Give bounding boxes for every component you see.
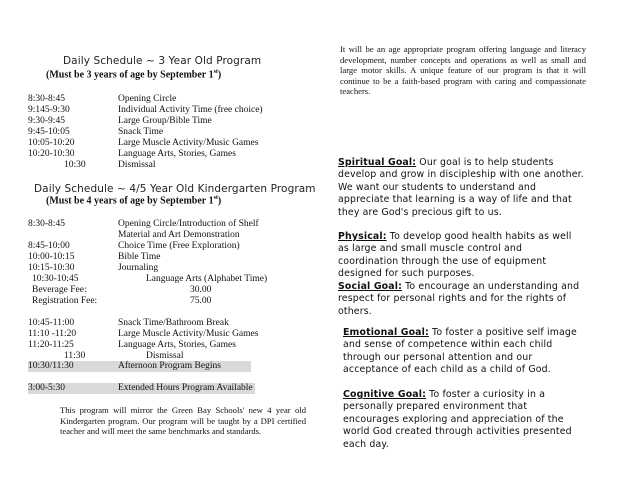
kindergarten-age-sup: st	[213, 195, 218, 201]
preschool-schedule-title: Daily Schedule ~ 3 Year Old Program	[63, 55, 262, 67]
row-time: 10:20-10:30	[28, 149, 75, 159]
row-activity: Bible Time	[118, 252, 161, 262]
physical-goal	[338, 231, 584, 281]
row-activity: Opening Circle	[118, 94, 177, 104]
row-activity: Journaling	[118, 263, 159, 273]
row-time: 9:30-9:45	[28, 116, 65, 126]
row-time: 3:00-5:30	[28, 383, 65, 393]
row-activity: Large Muscle Activity/Music Games	[118, 138, 259, 148]
row-time: 11:10 -11:20	[28, 329, 77, 339]
program-note: This program will mirror the Green Bay Schools' new 4 year old Kindergarten program. Our program will be taught by a DPI certified teacher and will meet the same benchmarks and standards.	[60, 405, 306, 437]
row-time: 9:145-9:30	[28, 105, 70, 115]
goal-label: Social Goal:	[338, 281, 402, 292]
row-activity: Language Arts, Stories, Games	[118, 340, 236, 350]
row-activity: Language Arts, Stories, Games	[118, 149, 236, 159]
row-time: 10:15-10:30	[28, 263, 75, 273]
row-activity: Material and Art Demonstration	[118, 230, 240, 240]
row-activity: Large Group/Bible Time	[118, 116, 212, 126]
goal-text: Our goal is to help students develop and grow in discipleship with one another. We want our students to understand and appreciate that learning is a way of life and that they are God's precious gift to us.	[338, 157, 584, 218]
goal-text: To develop good health habits as well as large and small muscle control and coordination through the use of equipment designed for such purposes.	[338, 231, 572, 280]
goal-label: Spiritual Goal:	[338, 157, 417, 168]
preschool-age-text: (Must be 3 years of age by September 1	[46, 69, 214, 81]
row-label: Registration Fee:	[32, 296, 98, 306]
row-time: 10:30	[64, 160, 86, 170]
row-activity: Individual Activity Time (free choice)	[118, 105, 263, 115]
row-time: 8:30-8:45	[28, 94, 65, 104]
preschool-age-end: )	[217, 69, 222, 81]
row-activity: Language Arts (Alphabet Time)	[146, 274, 268, 284]
row-time: 10:30/11:30	[28, 361, 74, 371]
row-time: 10:00-10:15	[28, 252, 75, 262]
row-activity: Snack Time	[118, 127, 164, 137]
row-time: 11:20-11:25	[28, 340, 74, 350]
spiritual-goal	[338, 157, 584, 219]
row-amount: 75.00	[190, 296, 212, 306]
row-label: Beverage Fee:	[32, 285, 87, 295]
row-time: 11:30	[64, 351, 86, 361]
goal-text: To foster a curiosity in a personally prepared environment that encourages exploring and appreciation of the world God created through activities presented each day.	[343, 389, 572, 450]
kindergarten-schedule-title: Daily Schedule ~ 4/5 Year Old Kindergarten Program	[34, 183, 316, 195]
goal-text: To encourage an understanding and respect for personal rights and for the rights of others.	[338, 281, 580, 317]
program-intro: It will be an age appropriate program offering language and literacy development, number concepts and operations as well as small and large motor skills. A unique feature of our program is that it will continue to be a faith-based program with caring and compassionate teachers.	[340, 44, 586, 97]
goal-label: Emotional Goal:	[343, 327, 429, 338]
preschool-age-requirement	[46, 69, 221, 80]
goal-text: To foster a positive self image and sense of competence within each child through our personal attention and our acceptance of each child as a child of God.	[343, 327, 577, 376]
row-activity: Choice Time (Free Exploration)	[118, 241, 240, 251]
emotional-goal	[343, 327, 584, 377]
kindergarten-age-text: (Must be 4 years of age by September 1	[46, 195, 214, 207]
row-activity: Afternoon Program Begins	[118, 361, 221, 371]
row-amount: 30.00	[190, 285, 212, 295]
kindergarten-age-end: )	[217, 195, 222, 207]
row-time: 8:45-10:00	[28, 241, 70, 251]
row-activity: Dismissal	[146, 351, 184, 361]
row-time: 10:45-11:00	[28, 318, 75, 328]
row-time: 10:05-10:20	[28, 138, 75, 148]
social-goal	[338, 281, 584, 318]
row-activity: Dismissal	[118, 160, 156, 170]
row-time: 9:45-10:05	[28, 127, 70, 137]
goal-label: Physical:	[338, 231, 387, 242]
row-time: 10:30-10:45	[32, 274, 79, 284]
kindergarten-age-requirement	[46, 195, 221, 206]
row-activity: Extended Hours Program Available	[118, 383, 253, 393]
row-activity: Snack Time/Bathroom Break	[118, 318, 229, 328]
row-time: 8:30-8:45	[28, 219, 65, 229]
row-activity: Opening Circle/Introduction of Shelf	[118, 219, 259, 229]
preschool-age-sup: st	[213, 69, 218, 75]
cognitive-goal	[343, 389, 584, 451]
goal-label: Cognitive Goal:	[343, 389, 427, 400]
row-activity: Large Muscle Activity/Music Games	[118, 329, 259, 339]
